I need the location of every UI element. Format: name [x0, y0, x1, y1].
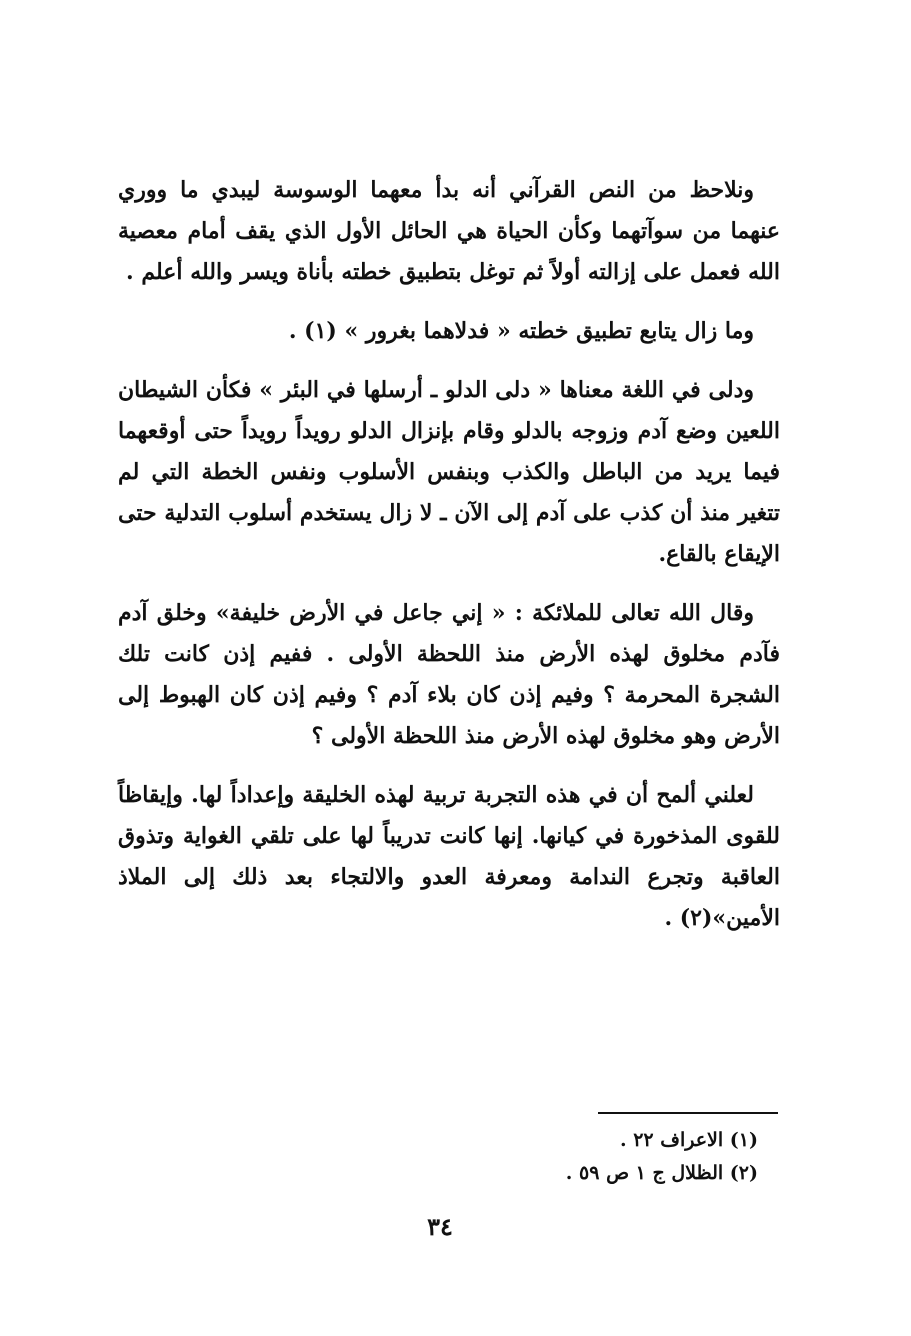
footnote-2: (٢) الظلال ج ١ ص ٥٩ .: [565, 1162, 758, 1184]
footnote-divider: [598, 1112, 778, 1114]
page-number: ٣٤: [427, 1212, 453, 1241]
paragraph-5: لعلني ألمح أن في هذه التجربة تربية لهذه الخليقة وإعداداً لها. وإيقاظاً للقوى المذخورة في كيانها. إنها كانت تدريباً لها على تلقي الغواية وتذوق العاقبة وتجرع الندامة ومعرفة العدو والالتجاء بعد ذلك إلى الملاذ الأمين»(٢) .: [118, 782, 780, 931]
paragraph-3: ودلى في اللغة معناها « دلى الدلو ـ أرسلها في البئر » فكأن الشيطان اللعين وضع آدم وزوجه بالدلو وقام بإنزال الدلو رويداً رويداً حتى أوقعهما فيما يريد من الباطل والكذب وبنفس الأسلوب ونفس الخطة التي لم تتغير منذ أن كذب على آدم إلى الآن ـ لا زال يستخدم أسلوب التدلية حتى الإيقاع بالقاع.: [118, 377, 780, 567]
footnote-1: (١) الاعراف ٢٢ .: [619, 1129, 758, 1151]
main-text: [118, 170, 780, 957]
paragraph-4: وقال الله تعالى للملائكة : « إني جاعل في الأرض خليفة» وخلق آدم فآدم مخلوق لهذه الأرض منذ اللحظة الأولى . ففيم إذن كانت تلك الشجرة المحرمة ؟ وفيم إذن كان بلاء آدم ؟ وفيم إذن كان الهبوط إلى الأرض وهو مخلوق لهذه الأرض منذ اللحظة الأولى ؟: [118, 600, 780, 749]
footnotes: [400, 1124, 758, 1190]
paragraph-1: ونلاحظ من النص القرآني أنه بدأ معهما الوسوسة ليبدي ما ووري عنهما من سوآتهما وكأن الحياة هي الحائل الأول الذي يقف أمام معصية الله فعمل على إزالته أولاً ثم توغل بتطبيق خطته بأناة ويسر والله أعلم .: [118, 177, 780, 285]
paragraph-2: وما زال يتابع تطبيق خطته « فدلاهما بغرور » (١) .: [288, 318, 754, 344]
